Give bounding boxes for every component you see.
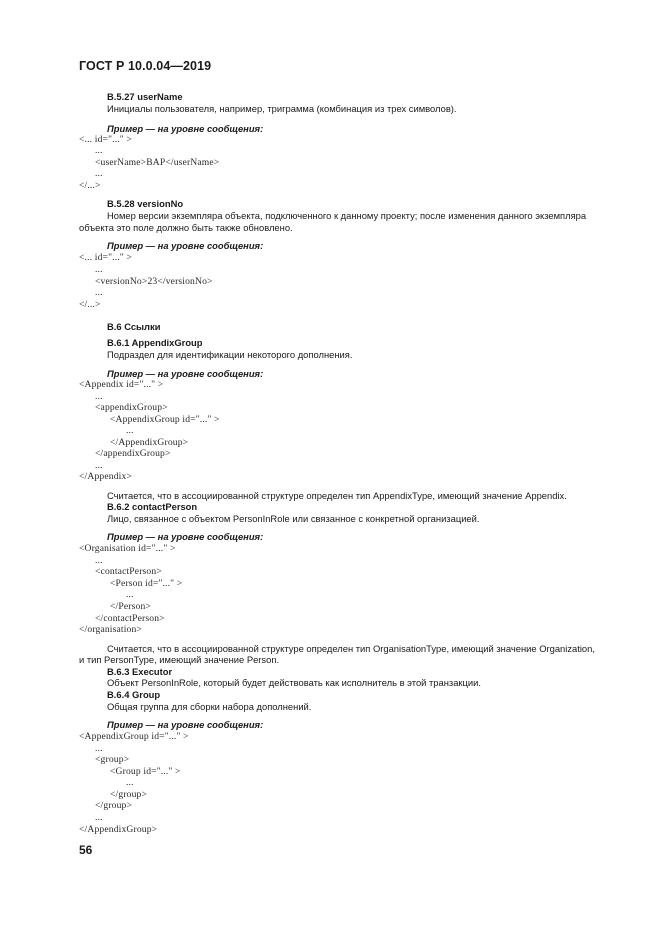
code-line: </AppendixGroup>	[79, 824, 158, 835]
section-text: Инициалы пользователя, например, триграмма (комбинация из трех символов).	[107, 103, 457, 114]
section-text: Объект PersonInRole, который будет действовать как исполнитель в этой транзакции.	[107, 677, 481, 688]
code-line: ...	[95, 460, 103, 471]
code-line: ...	[126, 425, 134, 436]
section-heading: B.6.3 Executor	[107, 666, 173, 677]
code-line: <AppendixGroup id="..." >	[79, 731, 189, 742]
code-line: </contactPerson>	[95, 613, 165, 624]
code-line: ...	[95, 743, 103, 754]
code-line: <Person id="..." >	[110, 578, 183, 589]
code-line: <userName>BAP</userName>	[95, 157, 220, 168]
section-heading: B.6.1 AppendixGroup	[107, 337, 203, 348]
example-label: Пример — на уровне сообщения:	[107, 531, 264, 542]
code-line: <group>	[95, 754, 130, 765]
code-line: </...>	[79, 299, 101, 310]
code-line: <... id="..." >	[79, 252, 132, 263]
section-text: Номер версии экземпляра объекта, подключенного к данному проекту; после изменения данного экземпляра	[107, 210, 587, 221]
page-header: ГОСТ Р 10.0.04—2019	[79, 59, 212, 73]
code-line: ...	[95, 264, 103, 275]
section-heading: B.5.27 userName	[107, 91, 183, 102]
code-line: </group>	[110, 789, 148, 800]
code-line: ...	[95, 555, 103, 566]
code-line: </organisation>	[79, 624, 142, 635]
code-line: <Group id="..." >	[110, 766, 181, 777]
section-note: и тип PersonType, имеющий значение Person.	[79, 654, 280, 665]
code-line: ...	[95, 287, 103, 298]
code-line: ...	[95, 145, 103, 156]
code-line: </appendixGroup>	[95, 448, 171, 459]
section-note: Считается, что в ассоциированной структуре определен тип AppendixType, имеющий значение Appendix.	[107, 490, 567, 501]
code-line: <contactPerson>	[95, 566, 162, 577]
section-text: Лицо, связанное с объектом PersonInRole или связанное с конкретной организацией.	[107, 513, 480, 524]
example-label: Пример — на уровне сообщения:	[107, 719, 264, 730]
code-line: </group>	[95, 800, 133, 811]
code-line: ...	[95, 168, 103, 179]
section-note: Считается, что в ассоциированной структуре определен тип OrganisationType, имеющий значение Organization,	[107, 643, 595, 654]
example-label: Пример — на уровне сообщения:	[107, 240, 264, 251]
code-line: <versionNo>23</versionNo>	[95, 276, 213, 287]
code-line: <... id="..." >	[79, 134, 132, 145]
section-text: Подраздел для идентификации некоторого дополнения.	[107, 349, 353, 360]
code-line: </AppendixGroup>	[110, 437, 189, 448]
section-heading: B.5.28 versionNo	[107, 198, 184, 209]
code-line: <Appendix id="..." >	[79, 379, 164, 390]
section-text: Общая группа для сборки набора дополнений.	[107, 701, 312, 712]
code-line: <Organisation id="..." >	[79, 543, 176, 554]
code-line: </...>	[79, 180, 101, 191]
code-line: <appendixGroup>	[95, 402, 168, 413]
example-label: Пример — на уровне сообщения:	[107, 368, 264, 379]
code-line: </Person>	[110, 601, 151, 612]
code-line: <AppendixGroup id="..." >	[110, 414, 220, 425]
section-heading: B.6.2 contactPerson	[107, 501, 198, 512]
section-heading: B.6.4 Group	[107, 689, 161, 700]
code-line: ...	[95, 391, 103, 402]
section-heading: B.6 Ссылки	[107, 321, 161, 332]
example-label: Пример — на уровне сообщения:	[107, 123, 264, 134]
code-line: </Appendix>	[79, 471, 132, 482]
page-number: 56	[79, 843, 93, 857]
code-line: ...	[126, 777, 134, 788]
code-line: ...	[95, 812, 103, 823]
section-text: объекта это поле должно быть также обновлено.	[79, 222, 293, 233]
code-line: ...	[126, 589, 134, 600]
